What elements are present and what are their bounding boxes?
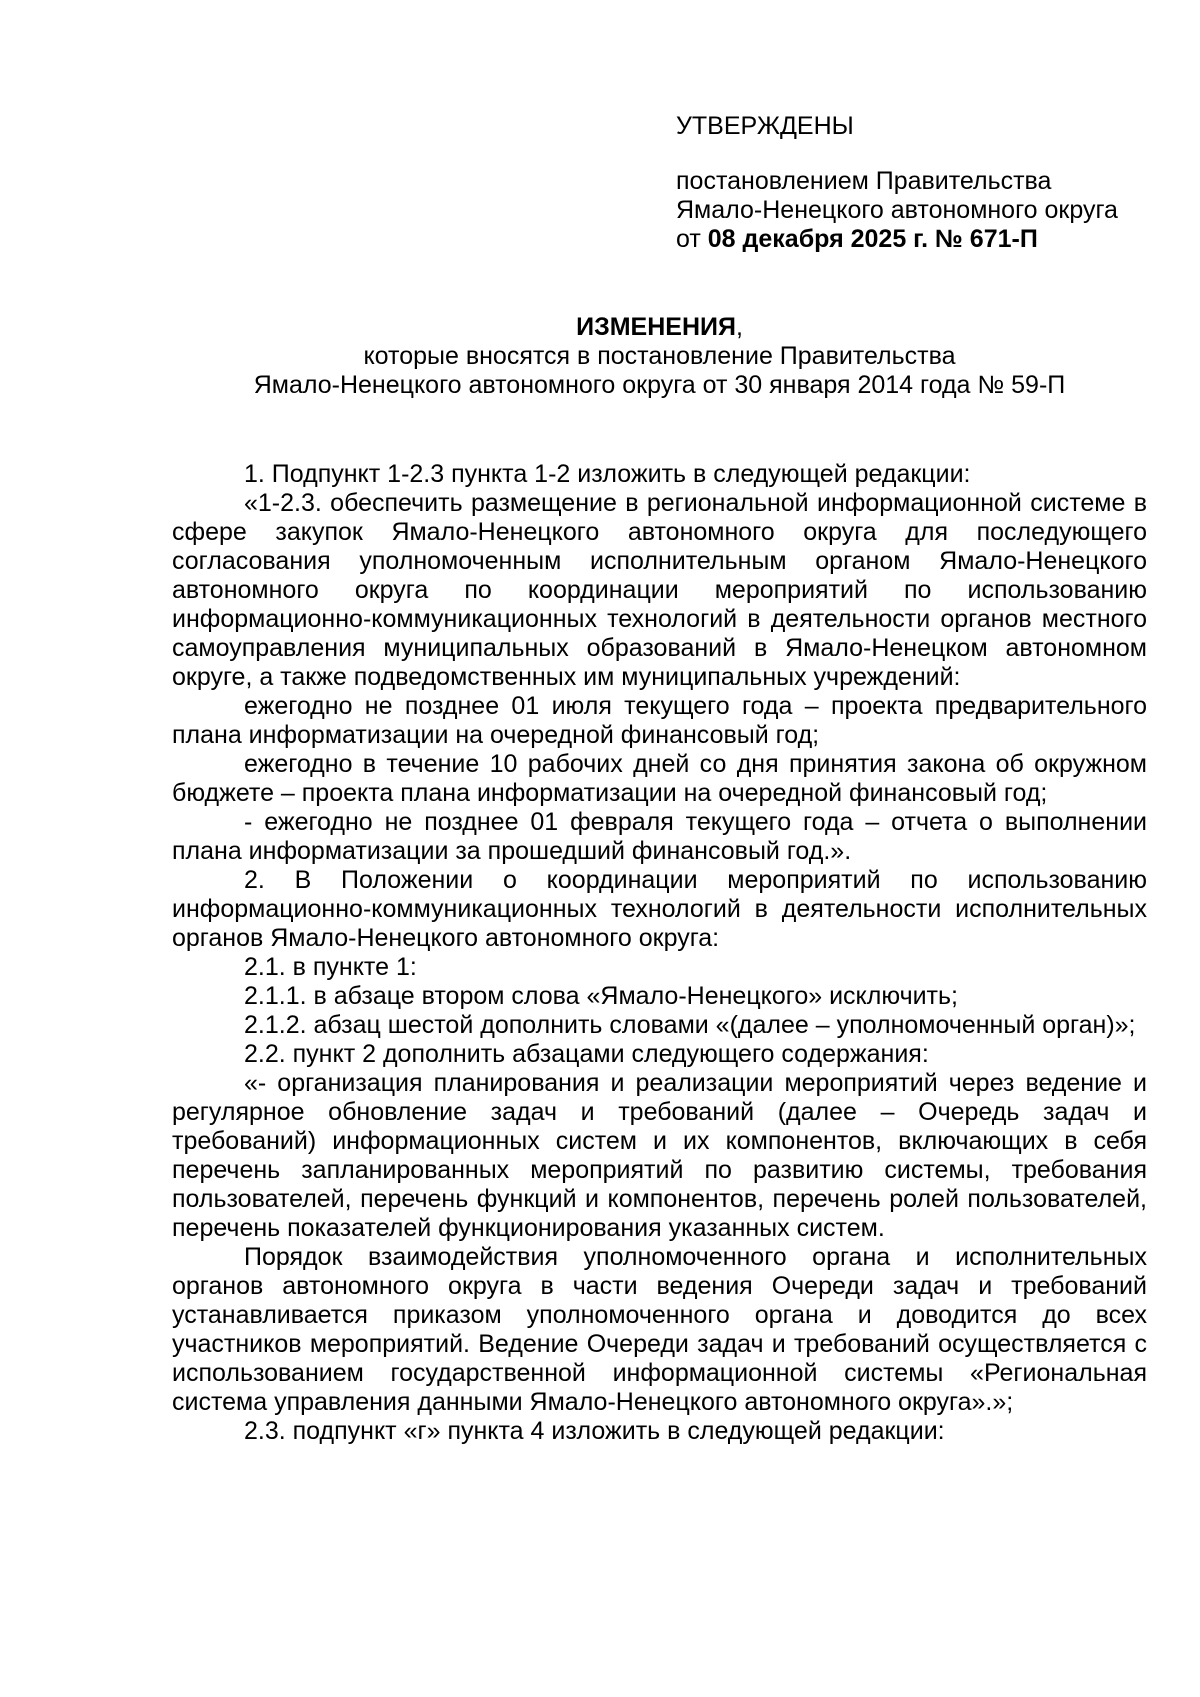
- title-line: [172, 313, 1147, 342]
- approval-date-line: [676, 225, 1176, 254]
- paragraph-11: «- организация планирования и реализации мероприятий через ведение и регулярное обновление задач и требований (далее – Очередь задач и требований) информационных систем и их компонентов, включающих в себя перечень запланированных мероприятий по развитию системы, требования пользователей, перечень функций и компонентов, перечень ролей пользователей, перечень показателей функционирования указанных систем.: [172, 1069, 1147, 1242]
- approval-stamp: [676, 112, 1176, 254]
- subtitle-line-2: Ямало-Ненецкого автономного округа от 30 января 2014 года № 59-П: [253, 371, 1066, 399]
- paragraph-2: «1-2.3. обеспечить размещение в региональной информационной системе в сфере закупок Ямало-Ненецкого автономного округа для последующего согласования уполномоченным исполнительным органом Ямало-Ненецкого автономного округа по координации мероприятий по использованию информационно-коммуникационных технологий в деятельности органов местного самоуправления муниципальных образований в Ямало-Ненецком автономном округе, а также подведомственных им муниципальных учреждений:: [172, 489, 1147, 691]
- paragraph-5: - ежегодно не позднее 01 февраля текущего года – отчета о выполнении плана информатизации за прошедший финансовый год.».: [172, 808, 1147, 865]
- paragraph-9: 2.1.2. абзац шестой дополнить словами «(далее – уполномоченный орган)»;: [244, 1011, 1136, 1039]
- paragraph-8: 2.1.1. в абзаце втором слова «Ямало-Ненецкого» исключить;: [244, 982, 958, 1010]
- paragraph-6: 2. В Положении о координации мероприятий по использованию информационно-коммуникационных технологий в деятельности исполнительных органов Ямало-Ненецкого автономного округа:: [172, 866, 1147, 952]
- paragraph-10: 2.2. пункт 2 дополнить абзацами следующего содержания:: [244, 1040, 929, 1068]
- document-heading: [172, 313, 1147, 400]
- approval-line-1: постановлением Правительства: [676, 167, 1052, 195]
- document-title: ИЗМЕНЕНИЯ: [576, 313, 736, 341]
- paragraph-4: ежегодно в течение 10 рабочих дней со дня принятия закона об окружном бюджете – проекта плана информатизации на очередной финансовый год;: [172, 750, 1147, 807]
- subtitle-line-1: которые вносятся в постановление Правительства: [363, 342, 956, 370]
- approval-line-2: Ямало-Ненецкого автономного округа: [676, 196, 1118, 224]
- paragraph-12: Порядок взаимодействия уполномоченного органа и исполнительных органов автономного округа в части ведения Очереди задач и требований устанавливается приказом уполномоченного органа и доводится до всех участников мероприятий. Ведение Очереди задач и требований осуществляется с использованием государственной информационной системы «Региональная система управления данными Ямало-Ненецкого автономного округа».»;: [172, 1243, 1147, 1416]
- paragraph-7: 2.1. в пункте 1:: [244, 953, 417, 981]
- document-title-suffix: ,: [735, 313, 743, 341]
- document-body: [172, 460, 1147, 1446]
- paragraph-3: ежегодно не позднее 01 июля текущего года – проекта предварительного плана информатизации на очередной финансовый год;: [172, 692, 1147, 749]
- paragraph-13: 2.3. подпункт «г» пункта 4 изложить в следующей редакции:: [244, 1417, 945, 1445]
- paragraph-1: 1. Подпункт 1-2.3 пункта 1-2 изложить в следующей редакции:: [244, 460, 971, 488]
- approval-date-value: 08 декабря 2025 г. № 671-П: [707, 225, 1038, 253]
- approval-heading: УТВЕРЖДЕНЫ: [676, 112, 854, 140]
- approval-date-prefix: от: [676, 225, 708, 253]
